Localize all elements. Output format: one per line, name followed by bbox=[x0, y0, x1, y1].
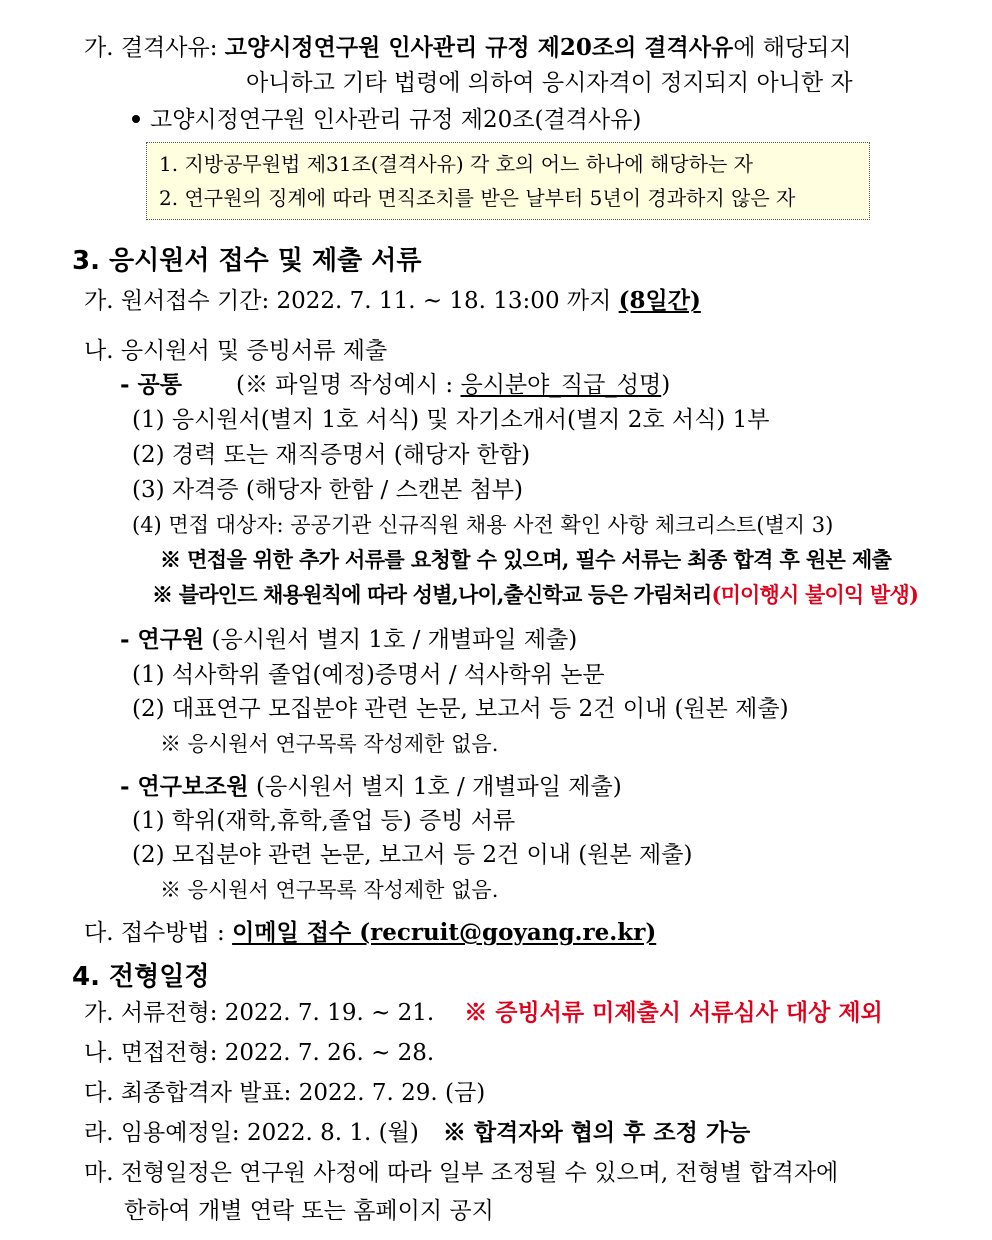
disqualification-box bbox=[146, 142, 870, 220]
assistant-row: - 연구보조원 (응시원서 별지 1호 / 개별파일 제출) bbox=[120, 773, 622, 800]
common-item-2: (2) 경력 또는 재직증명서 (해당자 한함) bbox=[132, 442, 531, 468]
period-days: (8일간) bbox=[618, 287, 701, 314]
regulation-reference: 고양시정연구원 인사관리 규정 제20조의 결격사유 bbox=[224, 34, 734, 61]
filename-example: 응시분야_직급_성명 bbox=[460, 372, 662, 398]
researcher-item-2: (2) 대표연구 모집분야 관련 논문, 보고서 등 2건 이내 (원본 제출) bbox=[132, 696, 789, 722]
researcher-row: - 연구원 (응시원서 별지 1호 / 개별파일 제출) bbox=[120, 626, 578, 653]
regulation-bullet: 고양시정연구원 인사관리 규정 제20조(결격사유) bbox=[132, 105, 641, 135]
submission-method: 다. 접수방법 : 이메일 접수 (recruit@goyang.re.kr) bbox=[84, 919, 657, 946]
appointment-note: ※ 합격자와 협의 후 조정 가능 bbox=[442, 1119, 751, 1146]
common-label: - 공통 bbox=[120, 371, 182, 398]
email-address: 이메일 접수 (recruit@goyang.re.kr) bbox=[232, 919, 657, 946]
researcher-item-1: (1) 석사학위 졸업(예정)증명서 / 석사학위 논문 bbox=[132, 662, 605, 688]
common-row: - 공통 (※ 파일명 작성예시 : 응시분야_직급_성명) bbox=[120, 371, 671, 398]
common-item-4: (4) 면접 대상자: 공공기관 신규직원 채용 사전 확인 사항 체크리스트(별지 3) bbox=[132, 513, 834, 537]
doc-screening: 가. 서류전형: 2022. 7. 19. ~ 21. ※ 증빙서류 미제출시 서류심사 대상 제외 bbox=[84, 999, 883, 1026]
common-item-1: (1) 응시원서(별지 1호 서식) 및 자기소개서(별지 2호 서식) 1부 bbox=[132, 407, 770, 433]
assistant-label: - 연구보조원 bbox=[120, 773, 249, 800]
doc-screening-warning: ※ 증빙서류 미제출시 서류심사 대상 제외 bbox=[464, 999, 883, 1026]
penalty-warning: (미이행시 불이익 발생) bbox=[711, 582, 919, 607]
final-announcement: 다. 최종합격자 발표: 2022. 7. 29. (금) bbox=[84, 1080, 486, 1106]
note-additional-docs: ※ 면접을 위한 추가 서류를 요청할 수 있으며, 필수 서류는 최종 합격 후 원본 제출 bbox=[160, 547, 892, 572]
submit-title: 나. 응시원서 및 증빙서류 제출 bbox=[84, 338, 388, 364]
assistant-note: ※ 응시원서 연구목록 작성제한 없음. bbox=[160, 878, 499, 902]
section3-heading: 3. 응시원서 접수 및 제출 서류 bbox=[72, 246, 422, 276]
note-blind-hiring: ※ 블라인드 채용원칙에 따라 성별,나이,출신학교 등은 가림처리(미이행시 불이익 발생) bbox=[152, 582, 919, 607]
disqualification-line-2: 아니하고 기타 법령에 의하여 응시자격이 정지되지 아니한 자 bbox=[246, 70, 853, 96]
box-item-2: 2. 연구원의 징계에 따라 면직조치를 받은 날부터 5년이 경과하지 않은 자 bbox=[159, 186, 796, 210]
common-item-3: (3) 자격증 (해당자 한함 / 스캔본 첨부) bbox=[132, 477, 523, 503]
assistant-item-2: (2) 모집분야 관련 논문, 보고서 등 2건 이내 (원본 제출) bbox=[132, 842, 693, 868]
appointment-date: 라. 임용예정일: 2022. 8. 1. (월) ※ 합격자와 협의 후 조정 가능 bbox=[84, 1119, 751, 1146]
schedule-adjust-line-1: 마. 전형일정은 연구원 사정에 따라 일부 조정될 수 있으며, 전형별 합격자에 bbox=[84, 1160, 839, 1186]
assistant-item-1: (1) 학위(재학,휴학,졸업 등) 증빙 서류 bbox=[132, 808, 516, 834]
researcher-note: ※ 응시원서 연구목록 작성제한 없음. bbox=[160, 732, 499, 756]
application-period: 가. 원서접수 기간: 2022. 7. 11. ~ 18. 13:00 까지 (8일간) bbox=[84, 287, 701, 314]
schedule-adjust-line-2: 한하여 개별 연락 또는 홈페이지 공지 bbox=[124, 1198, 494, 1224]
disqualification-line: 가. 결격사유: 고양시정연구원 인사관리 규정 제20조의 결격사유에 해당되지 bbox=[84, 34, 852, 61]
bullet-icon bbox=[132, 115, 140, 123]
researcher-label: - 연구원 bbox=[120, 626, 205, 653]
interview-schedule: 나. 면접전형: 2022. 7. 26. ~ 28. bbox=[84, 1040, 435, 1066]
box-item-1: 1. 지방공무원법 제31조(결격사유) 각 호의 어느 하나에 해당하는 자 bbox=[159, 152, 753, 176]
section4-heading: 4. 전형일정 bbox=[72, 962, 210, 992]
